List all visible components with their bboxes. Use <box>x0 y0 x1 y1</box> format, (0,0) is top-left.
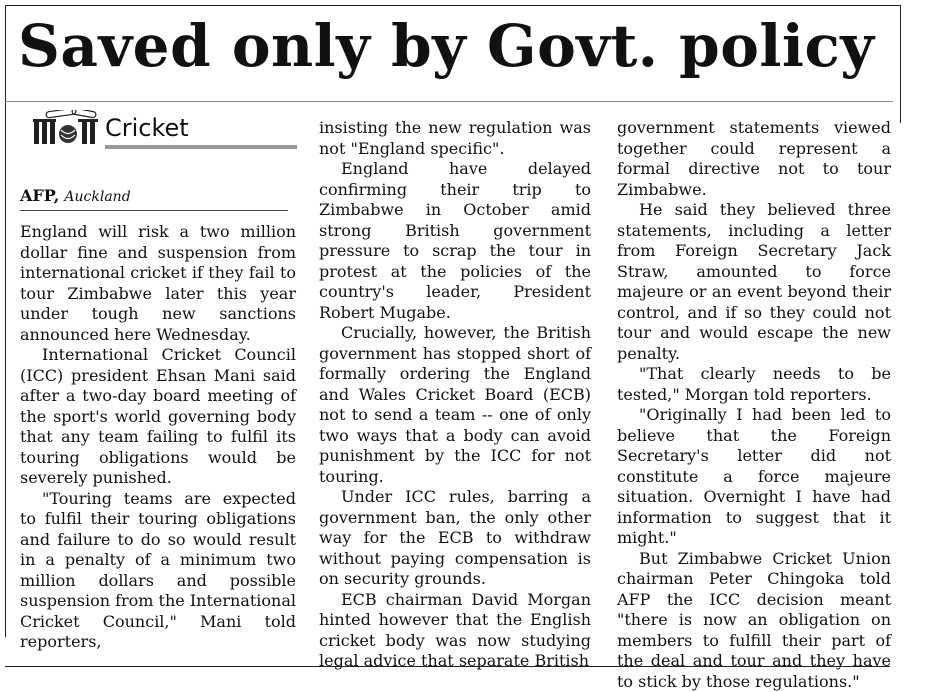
paragraph: insisting the new regulation was not "England specific". <box>319 118 591 159</box>
paragraph: But Zimbabwe Cricket Union chairman Peter Chingoka told AFP the ICC decision meant "there is now an obligation on members to fulfill their part of the deal and tour and they have to stick by those regulations." <box>617 549 891 692</box>
paragraph: government statements viewed together could represent a formal directive not to tour Zimbabwe. <box>617 118 891 200</box>
byline-agency: AFP, <box>20 186 59 205</box>
paragraph: Under ICC rules, barring a government ban, the only other way for the ECB to withdraw without paying compensation is on security grounds. <box>319 487 591 590</box>
headline: Saved only by Govt. policy <box>18 8 898 84</box>
byline <box>20 186 288 207</box>
byline-place: Auckland <box>64 189 130 205</box>
paragraph: England will risk a two million dollar fine and suspension from international cricket if they fail to tour Zimbabwe later this year under tough new sanctions announced here Wednesday. <box>20 222 296 345</box>
frame-right-rule <box>900 5 901 123</box>
paragraph: Crucially, however, the British government has stopped short of formally ordering the England and Wales Cricket Board (ECB) not to send a team -- one of only two ways that a body can avoid punishment by the ICC for not touring. <box>319 323 591 487</box>
byline-rule <box>20 210 288 211</box>
paragraph: ECB chairman David Morgan hinted however that the English cricket body was now studying legal advice that separate British <box>319 590 591 672</box>
paragraph: "That clearly needs to be tested," Morgan told reporters. <box>617 364 891 405</box>
cricket-logo-icon <box>32 110 100 146</box>
section-label: Cricket <box>105 112 189 144</box>
paragraph: He said they believed three statements, including a letter from Foreign Secretary Jack Straw, amounted to force majeure or an event beyond their control, and if so they could not tour and would escape the new penalty. <box>617 200 891 364</box>
headline-rule <box>5 101 893 102</box>
frame-top-rule <box>5 5 900 6</box>
article-column-1 <box>20 222 296 653</box>
article-column-2 <box>319 118 591 672</box>
paragraph: "Originally I had been led to believe that the Foreign Secretary's letter did not constitute a force majeure situation. Overnight I have had information to suggest that it might." <box>617 405 891 549</box>
article-column-3 <box>617 118 891 692</box>
paragraph: England have delayed confirming their trip to Zimbabwe in October amid strong British government pressure to scrap the tour in protest at the policies of the country's leader, President Robert Mugabe. <box>319 159 591 323</box>
paragraph: "Touring teams are expected to fulfil their touring obligations and failure to do so would result in a penalty of a minimum two million dollars and possible suspension from the International Cricket Council," Mani told reporters, <box>20 489 296 653</box>
section-kicker <box>20 108 296 150</box>
section-bar <box>105 145 297 149</box>
frame-left-rule <box>5 5 6 637</box>
paragraph: International Cricket Council (ICC) president Ehsan Mani said after a two-day board meeting of the sport's world governing body that any team failing to fulfil its touring obligations would be severely punished. <box>20 345 296 489</box>
